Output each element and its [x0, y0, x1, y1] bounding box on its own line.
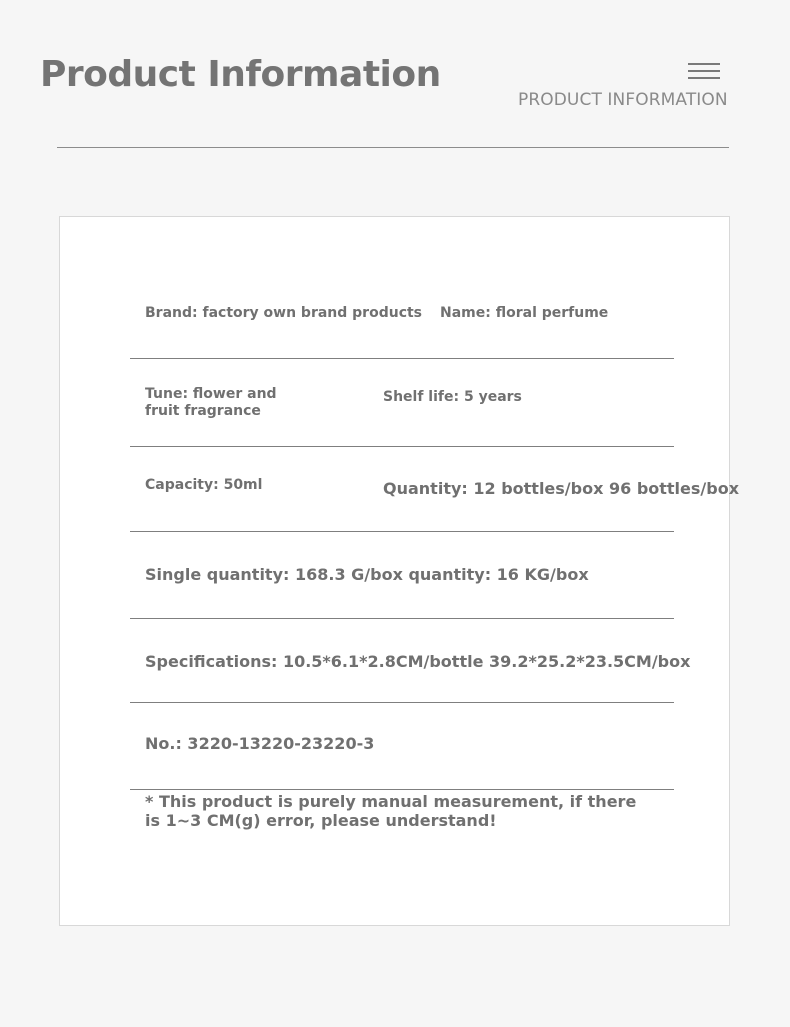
- shelf-life-detail: Shelf life: 5 years: [383, 389, 522, 405]
- brand-detail: Brand: factory own brand products: [145, 305, 423, 321]
- tune-detail: Tune: flower and fruit fragrance: [145, 386, 277, 419]
- detail-divider: [130, 789, 674, 790]
- product-number-detail: No.: 3220-13220-23220-3: [145, 734, 375, 753]
- menu-line-icon: [688, 77, 720, 79]
- detail-divider: [130, 358, 674, 359]
- capacity-detail: Capacity: 50ml: [145, 477, 263, 493]
- quantity-detail: Quantity: 12 bottles/box 96 bottles/box: [383, 479, 740, 498]
- detail-divider: [130, 531, 674, 532]
- specifications-detail: Specifications: 10.5*6.1*2.8CM/bottle 39.2*25.2*23.5CM/box: [145, 652, 691, 671]
- menu-line-icon: [688, 63, 720, 65]
- header-divider: [57, 147, 729, 148]
- single-quantity-detail: Single quantity: 168.3 G/box quantity: 16 KG/box: [145, 565, 589, 584]
- name-detail: Name: floral perfume: [440, 305, 609, 321]
- page-subtitle: PRODUCT INFORMATION: [518, 90, 728, 110]
- detail-divider: [130, 618, 674, 619]
- page-title: Product Information: [40, 54, 441, 95]
- detail-divider: [130, 446, 674, 447]
- menu-icon[interactable]: [688, 63, 720, 79]
- menu-line-icon: [688, 70, 720, 72]
- measurement-note: * This product is purely manual measurement, if there is 1~3 CM(g) error, please understand!: [145, 792, 637, 830]
- detail-divider: [130, 702, 674, 703]
